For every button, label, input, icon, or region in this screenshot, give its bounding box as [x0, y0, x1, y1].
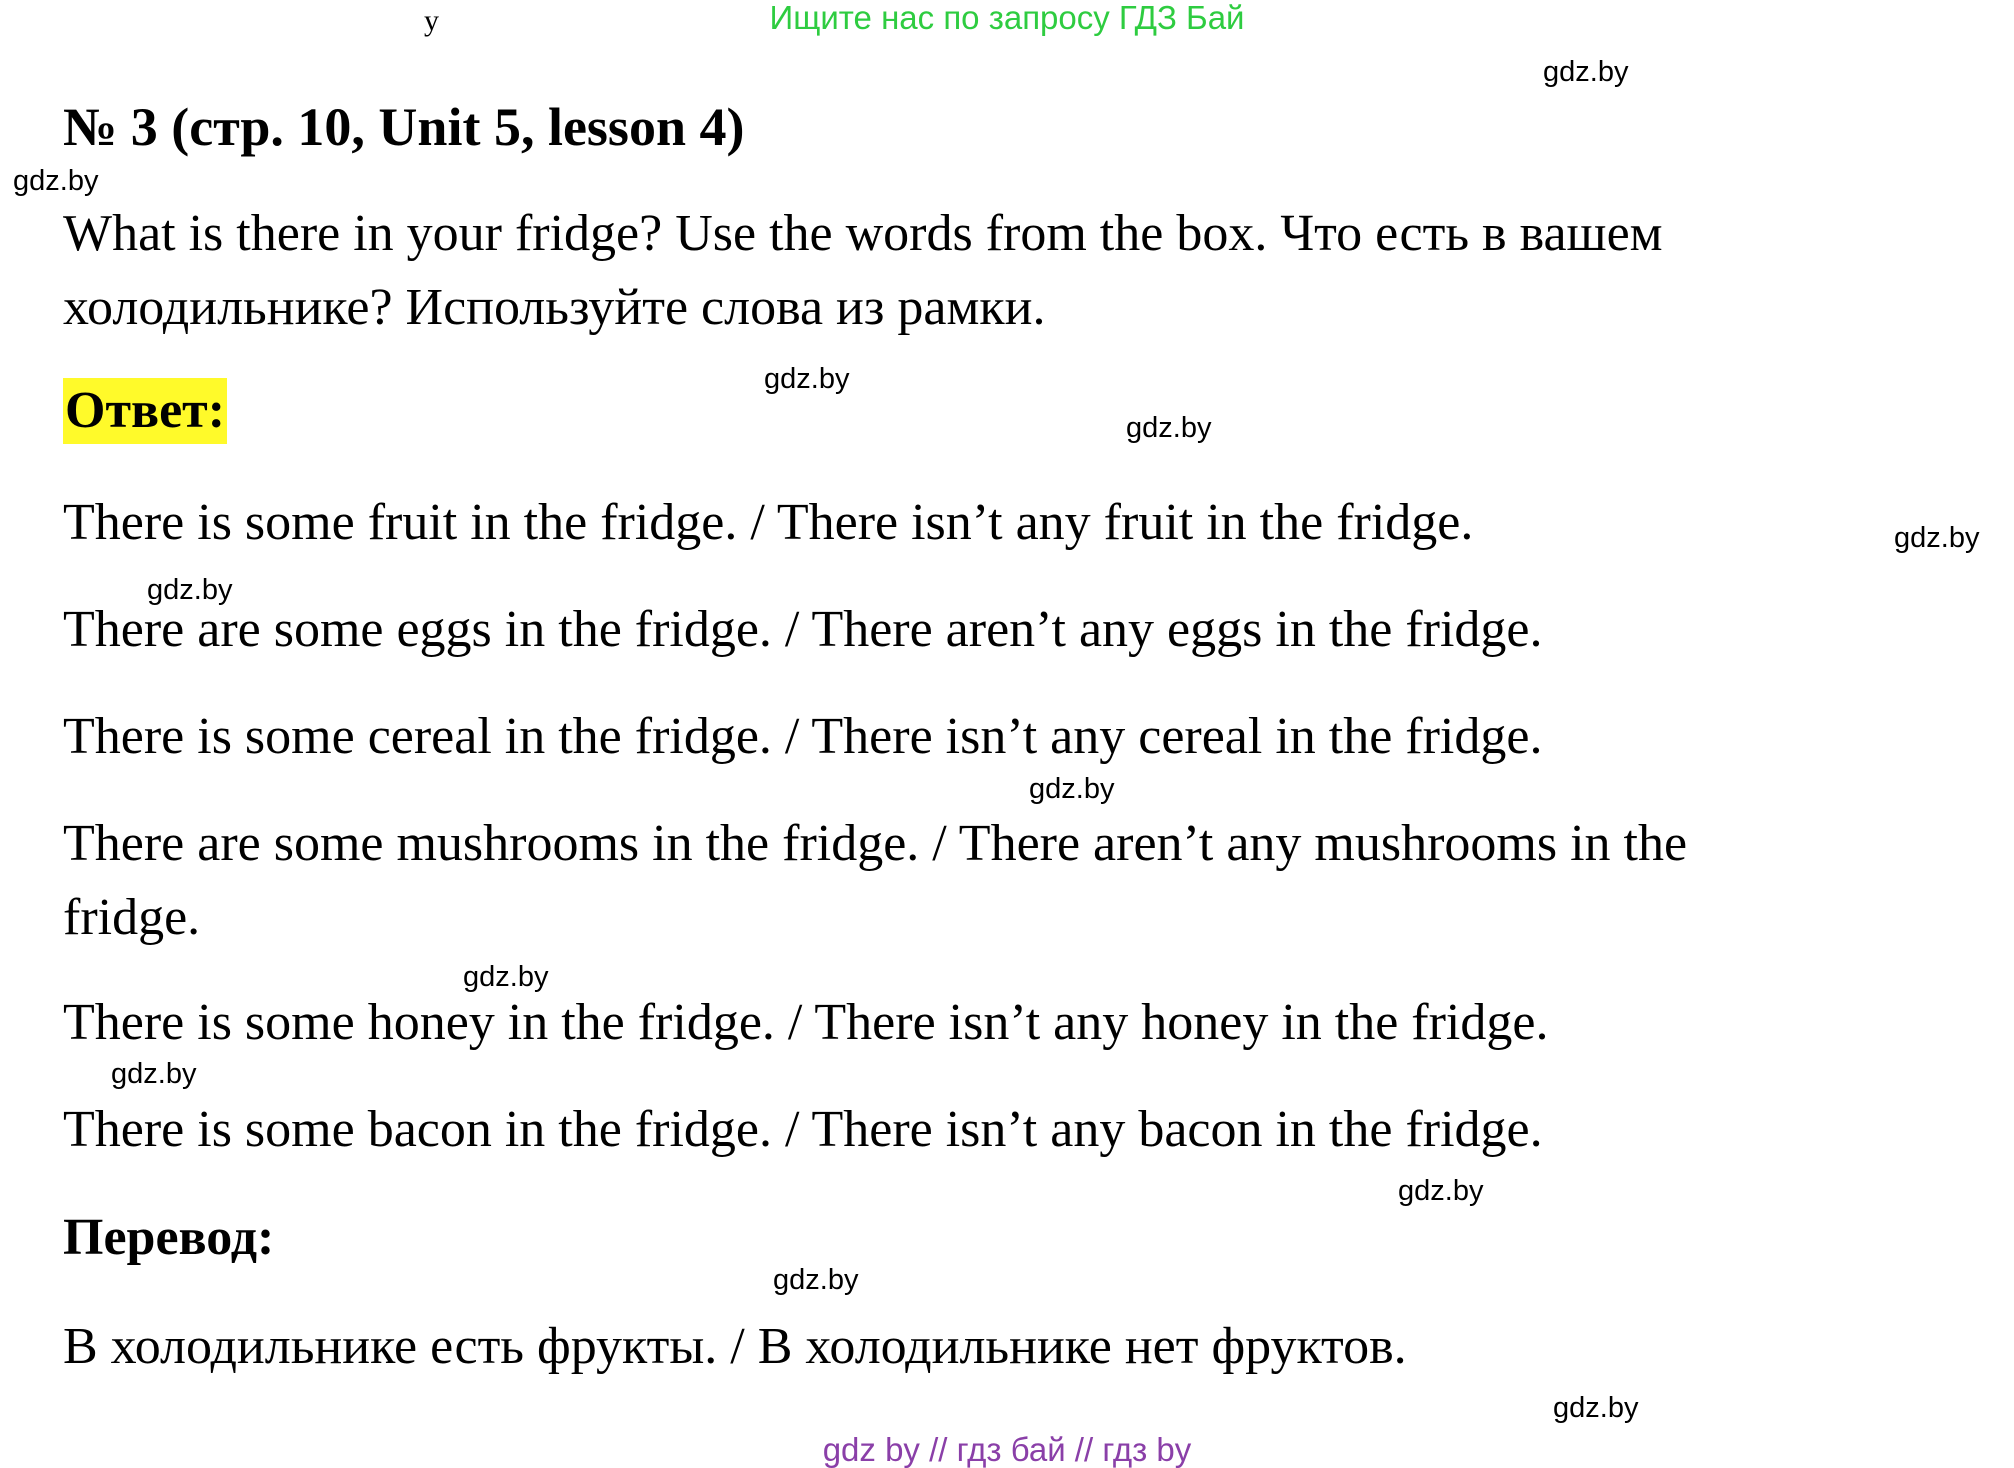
exercise-title: № 3 (стр. 10, Unit 5, lesson 4)	[63, 97, 745, 157]
answer-label: Ответ:	[63, 378, 227, 444]
answer-line: There is some fruit in the fridge. / There isn’t any fruit in the fridge.	[63, 494, 1474, 551]
translation-label: Перевод:	[63, 1209, 275, 1266]
footer-text: gdz by // гдз бай // гдз by	[822, 1431, 1192, 1468]
answer-line: There are some mushrooms in the fridge. / There aren’t any mushrooms in the	[63, 815, 1688, 872]
watermark: gdz.by	[463, 961, 549, 993]
watermark: gdz.by	[1029, 773, 1115, 805]
watermark: gdz.by	[1398, 1175, 1484, 1207]
watermark: gdz.by	[13, 165, 99, 197]
answer-line-continuation: fridge.	[63, 889, 201, 946]
watermark: gdz.by	[1543, 56, 1629, 88]
watermark: gdz.by	[1126, 412, 1212, 444]
stray-mark: y	[424, 4, 439, 37]
answer-line: There are some eggs in the fridge. / There aren’t any eggs in the fridge.	[63, 601, 1543, 658]
answer-line: There is some bacon in the fridge. / There isn’t any bacon in the fridge.	[63, 1101, 1543, 1158]
task-line-2: холодильнике? Используйте слова из рамки.	[63, 279, 1046, 336]
watermark: gdz.by	[1553, 1392, 1639, 1424]
answer-line: There is some cereal in the fridge. / There isn’t any cereal in the fridge.	[63, 708, 1543, 765]
watermark: gdz.by	[147, 574, 233, 606]
watermark: gdz.by	[764, 363, 850, 395]
watermark: gdz.by	[111, 1058, 197, 1090]
answer-line: There is some honey in the fridge. / There isn’t any honey in the fridge.	[63, 994, 1549, 1051]
translation-line: В холодильнике есть фрукты. / В холодильнике нет фруктов.	[63, 1318, 1407, 1375]
task-line-1: What is there in your fridge? Use the words from the box. Что есть в вашем	[63, 205, 1663, 262]
watermark: gdz.by	[773, 1264, 859, 1296]
watermark: gdz.by	[1894, 522, 1980, 554]
banner-text: Ищите нас по запросу ГДЗ Бай	[769, 0, 1245, 36]
